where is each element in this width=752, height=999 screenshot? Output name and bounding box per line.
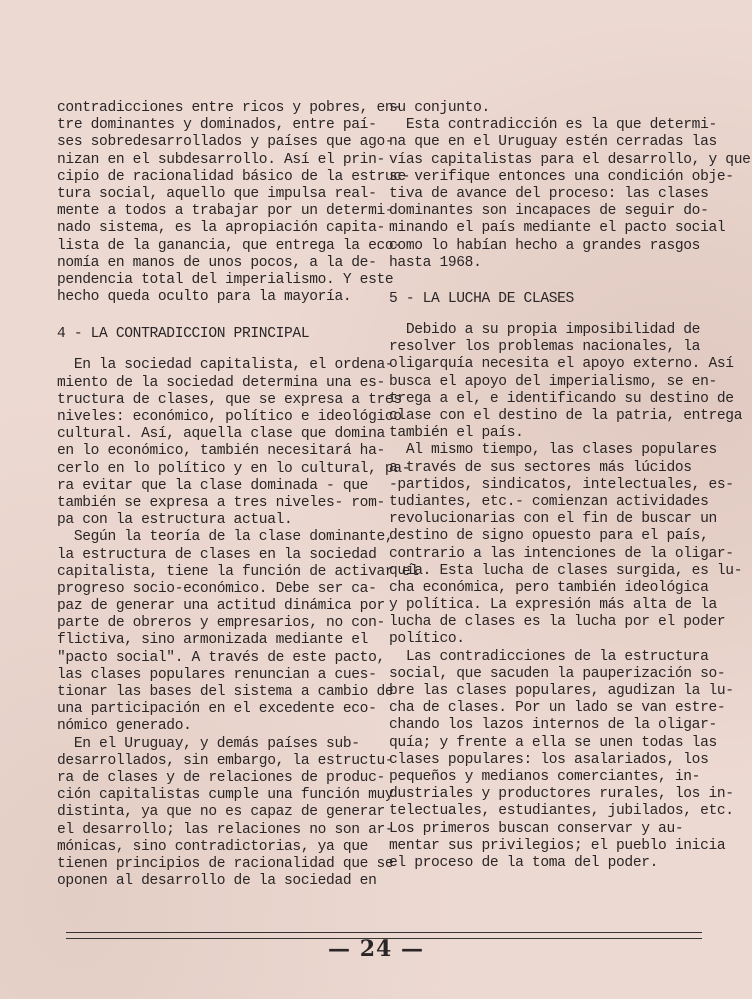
text-line: distinta, ya que no es capaz de generar (57, 804, 385, 821)
text-line: vías capitalistas para el desarrollo, y que (389, 151, 751, 168)
text-line: miento de la sociedad determina una es- (57, 374, 385, 391)
text-line: pequeños y medianos comerciantes, in- (389, 768, 701, 785)
paragraph-intro (57, 100, 411, 306)
paragraph-uruguay (57, 735, 394, 891)
paragraph-sociedad (57, 357, 411, 529)
text-line: desarrollados, sin embargo, la estructu- (57, 752, 394, 769)
text-line: "pacto social". A través de este pacto, (57, 649, 385, 666)
text-line: el desarrollo; las relaciones no son ar- (57, 821, 394, 838)
text-line: Según la teoría de la clase dominante, (57, 529, 394, 546)
text-line: hecho queda oculto para la mayoría. (57, 289, 352, 306)
text-line: las clases populares renuncian a cues- (57, 666, 377, 683)
text-line: la estructura de clases en la sociedad (57, 546, 377, 563)
text-line: ra de clases y de relaciones de produc- (57, 769, 385, 786)
paragraph-contradicciones (389, 648, 734, 872)
text-line: nizan en el subdesarrollo. Así el prin- (57, 151, 385, 168)
text-line: una participación en el excedente eco- (57, 701, 377, 718)
text-line: cultural. Así, aquella clase que domina (57, 426, 385, 443)
text-line: niveles: económico, político e ideológico (57, 409, 402, 425)
text-line: flictiva, sino armonizada mediante el (57, 632, 369, 649)
text-line: ción capitalistas cumple una función muy (57, 787, 394, 804)
paragraph-segun (57, 529, 419, 735)
text-line: chando los lazos internos de la oligar- (389, 717, 717, 734)
text-line: hasta 1968. (389, 254, 482, 271)
text-line: destino de signo opuesto para el país, (389, 528, 709, 545)
text-line: na que en el Uruguay estén cerradas las (389, 134, 717, 151)
text-line: paz de generar una actitud dinámica por (57, 598, 385, 615)
text-line: capitalista, tiene la función de activar el (57, 563, 419, 580)
section-heading-5: 5 - LA LUCHA DE CLASES (389, 290, 574, 307)
text-line: -partidos, sindicatos, intelectuales, es- (389, 476, 734, 493)
text-line: mentar sus privilegios; el pueblo inicia (389, 837, 726, 854)
text-line: Debido a su propia imposibilidad de (389, 322, 701, 339)
text-line: tudiantes, etc.- comienzan actividades (389, 493, 709, 510)
text-line: quía; y frente a ella se unen todas las (389, 734, 717, 751)
text-line: progreso socio-económico. Debe ser ca- (57, 580, 377, 597)
text-line: a través de sus sectores más lúcidos (389, 459, 692, 476)
text-line: como lo habían hecho a grandes rasgos (389, 237, 701, 254)
text-line: social, que sacuden la pauperización so- (389, 665, 726, 682)
text-line: tienen principios de racionalidad que se (57, 855, 394, 872)
text-line: mónicas, sino contradictorias, ya que (57, 838, 369, 855)
text-line: Las contradicciones de la estructura (389, 648, 709, 665)
text-line: Esta contradicción es la que determi- (389, 117, 717, 134)
text-line: y política. La expresión más alta de la (389, 597, 717, 614)
text-line: también el país. (389, 425, 524, 442)
text-line: se verifique entonces una condición obje- (389, 168, 734, 185)
paragraph-debido (389, 322, 743, 442)
text-line: oligarquía necesita el apoyo externo. Así (389, 356, 734, 373)
text-line: Los primeros buscan conservar y au- (389, 820, 684, 837)
footer-rule-top (66, 932, 702, 933)
text-line: bre las clases populares, agudizan la lu- (389, 683, 734, 699)
text-line: dustriales y productores rurales, los in- (389, 786, 734, 803)
text-line: trega a el, e identificando su destino de (389, 390, 734, 407)
text-line: nado sistema, es la apropiación capita- (57, 220, 385, 237)
text-line: nómico generado. (57, 718, 192, 735)
text-line: dominantes son incapaces de seguir do- (389, 203, 709, 220)
text-line: oponen al desarrollo de la sociedad en (57, 873, 377, 890)
text-line: quía. Esta lucha de clases surgida, es lu- (389, 562, 743, 579)
text-line: revolucionarias con el fin de buscar un (389, 511, 717, 528)
text-line: tructura de clases, que se expresa a tres (57, 391, 402, 408)
text-line: Al mismo tiempo, las clases populares (389, 442, 717, 459)
text-line: ra evitar que la clase dominada - que (57, 477, 369, 494)
text-line: el proceso de la toma del poder. (389, 854, 659, 871)
text-line: cha económica, pero también ideológica (389, 579, 709, 596)
text-line: nomía en manos de unos pocos, a la de- (57, 254, 377, 271)
text-line: parte de obreros y empresarios, no con- (57, 615, 385, 632)
text-line: minando el país mediante el pacto social (389, 220, 726, 237)
text-line: telectuales, estudiantes, jubilados, etc. (389, 803, 734, 820)
text-line: cerlo en lo político y en lo cultural, pa- (57, 460, 411, 477)
left-column (57, 100, 419, 890)
text-line: cha de clases. Por un lado se van estre- (389, 700, 726, 717)
right-column (389, 100, 751, 872)
text-line: lucha de clases es la lucha por el poder (389, 614, 726, 631)
text-line: En la sociedad capitalista, el ordena- (57, 357, 394, 374)
text-line: cipio de racionalidad básico de la estruc- (57, 168, 411, 185)
text-line: también se expresa a tres niveles- rom- (57, 494, 385, 511)
text-line: En el Uruguay, y demás países sub- (57, 735, 360, 752)
text-line: busca el apoyo del imperialismo, se en- (389, 373, 717, 390)
text-line: contrario a las intenciones de la oligar- (389, 545, 734, 562)
text-line: tiva de avance del proceso: las clases (389, 185, 709, 202)
text-line: político. (389, 631, 465, 648)
paragraph-conjunto (389, 100, 751, 272)
paragraph-mismo (389, 442, 743, 648)
text-line: tionar las bases del sistema a cambio de (57, 684, 394, 700)
text-line: clases populares: los asalariados, los (389, 751, 709, 768)
text-line: clase con el destino de la patria, entrega (389, 408, 743, 424)
text-line: en lo económico, también necesitará ha- (57, 443, 385, 460)
text-line: contradicciones entre ricos y pobres, en- (57, 100, 402, 116)
section-heading-4: 4 - LA CONTRADICCION PRINCIPAL (57, 326, 310, 343)
text-line: resolver los problemas nacionales, la (389, 339, 701, 356)
text-line: mente a todos a trabajar por un determi- (57, 203, 394, 220)
text-line: pendencia total del imperialismo. Y este (57, 271, 394, 288)
text-line: su conjunto. (389, 100, 490, 116)
page-number: — 24 — (328, 936, 424, 962)
text-line: pa con la estructura actual. (57, 512, 293, 529)
text-line: ses sobredesarrollados y países que ago- (57, 134, 394, 151)
text-line: tre dominantes y dominados, entre paí- (57, 117, 377, 134)
text-line: lista de la ganancia, que entrega la eco- (57, 237, 402, 254)
text-line: tura social, aquello que impulsa real- (57, 185, 377, 202)
